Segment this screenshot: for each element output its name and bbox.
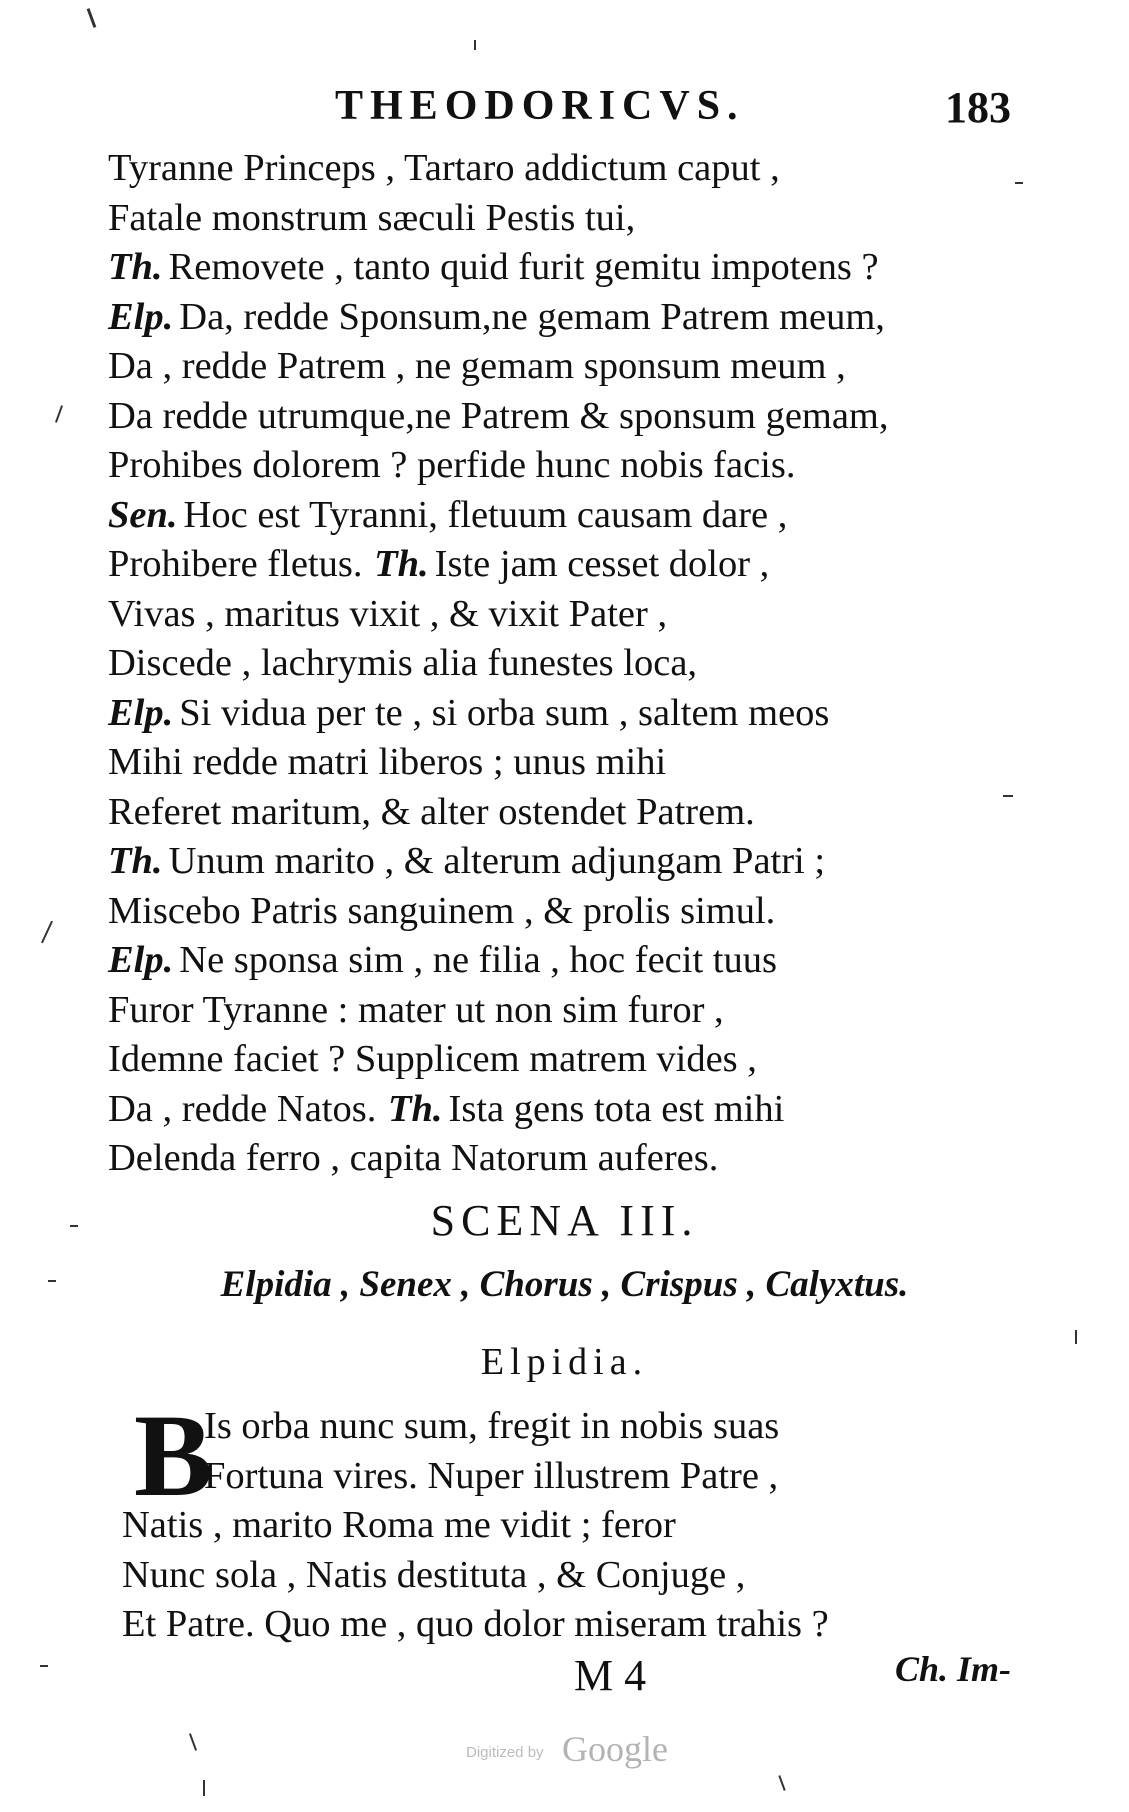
verse-text: Idemne faciet ? Supplicem matrem vides ,	[108, 1038, 757, 1080]
verse-text: Referet maritum, & alter ostendet Patrem.	[108, 790, 755, 833]
verse-line	[108, 738, 1038, 788]
verse-text: Tyranne Princeps , Tartaro addictum caput ,	[108, 147, 780, 189]
verse-line	[108, 689, 1038, 739]
verse-text: Ista gens tota est mihi	[448, 1087, 785, 1130]
verse-text: Furor Tyranne : mater ut non sim furor ,	[108, 988, 724, 1031]
scene-line: Fortuna vires. Nuper illustrem Patre ,	[204, 1454, 779, 1497]
speaker-label: Th.	[374, 543, 429, 585]
speaker-label: Elp.	[108, 295, 174, 338]
speaker-label: Sen.	[108, 493, 178, 536]
speaker-heading: Elpidia.	[480, 1341, 649, 1383]
scene-text	[122, 1390, 1042, 1650]
verse-text: Vivas , maritus vixit , & vixit Pater ,	[108, 592, 668, 635]
google-logo: Google	[562, 1729, 668, 1769]
verse-text: Removete , tanto quid furit gemitu impotens ?	[168, 246, 879, 288]
running-title: THEODORICVS.	[335, 83, 745, 129]
verse-line	[108, 194, 1038, 244]
verse-line	[108, 1035, 1038, 1085]
print-speck	[203, 1780, 205, 1796]
verse-text: Prohibes dolorem ? perfide hunc nobis facis.	[108, 444, 796, 486]
verse-text: Da , redde Natos.	[108, 1087, 377, 1130]
verse-line	[108, 986, 1038, 1036]
print-speck	[40, 1665, 48, 1667]
verse-line	[108, 936, 1038, 986]
print-speck	[70, 1225, 78, 1227]
verse-line	[108, 144, 1038, 194]
print-speck	[41, 921, 53, 944]
print-speck	[1075, 1330, 1077, 1344]
scene-line: Is orba nunc sum, fregit in nobis suas	[204, 1405, 780, 1447]
scene-line: Et Patre. Quo me , quo dolor miseram trahis ?	[122, 1603, 829, 1645]
verse-line	[108, 491, 1038, 541]
verse-text: Discede , lachrymis alia funestes loca,	[108, 642, 698, 684]
print-speck	[474, 40, 476, 50]
verse-line	[108, 293, 1038, 343]
verse-line	[108, 540, 1038, 590]
signature-mark: M 4	[574, 1651, 647, 1700]
verse-text: Fatale monstrum sæculi Pestis tui,	[108, 196, 636, 239]
page-number: 183	[945, 83, 1011, 132]
print-speck	[55, 405, 63, 423]
speaker-label: Th.	[387, 1087, 443, 1130]
dramatis-personae: Elpidia , Senex , Chorus , Crispus , Calyxtus.	[220, 1264, 909, 1305]
verse-text: Hoc est Tyranni, fletuum causam dare ,	[183, 493, 788, 536]
speaker-label: Elp.	[108, 691, 174, 734]
verse-block	[108, 144, 1038, 1184]
verse-text: Miscebo Patris sanguinem , & prolis simul.	[108, 889, 776, 932]
verse-text: Ne sponsa sim , ne filia , hoc fecit tuus	[179, 939, 777, 981]
verse-line	[108, 837, 1038, 887]
verse-text: Delenda ferro , capita Natorum auferes.	[108, 1137, 719, 1179]
verse-line	[108, 590, 1038, 640]
speaker-label: Elp.	[108, 939, 174, 981]
scene-line: Nunc sola , Natis destituta , & Conjuge ,	[122, 1553, 746, 1596]
speaker-label: Th.	[108, 246, 163, 288]
digitized-prefix: Digitized by	[466, 1744, 544, 1761]
print-speck	[87, 8, 97, 28]
print-speck	[189, 1733, 197, 1751]
catchword: Ch. Im-	[895, 1649, 1012, 1689]
verse-line	[108, 887, 1038, 937]
verse-line	[108, 342, 1038, 392]
verse-line	[108, 1134, 1038, 1184]
print-speck	[1003, 795, 1013, 797]
scene-heading: SCENA III.	[430, 1196, 699, 1245]
verse-text: Unum marito , & alterum adjungam Patri ;	[168, 840, 826, 882]
verse-text: Mihi redde matri liberos ; unus mihi	[108, 741, 667, 783]
verse-text: Iste jam cesset dolor ,	[434, 543, 770, 585]
verse-text: Si vidua per te , si orba sum , saltem meos	[179, 691, 830, 734]
verse-line	[108, 639, 1038, 689]
verse-text: Prohibere fletus.	[108, 543, 363, 585]
scene-line: Natis , marito Roma me vidit ; feror	[122, 1504, 676, 1546]
verse-line	[108, 1085, 1038, 1135]
speaker-label: Th.	[108, 840, 163, 882]
verse-text: Da, redde Sponsum,ne gemam Patrem meum,	[179, 295, 885, 338]
verse-line	[108, 788, 1038, 838]
print-speck	[48, 1280, 56, 1282]
page-header	[0, 78, 1129, 138]
verse-line	[108, 441, 1038, 491]
verse-text: Da redde utrumque,ne Patrem & sponsum gemam,	[108, 394, 889, 437]
verse-text: Da , redde Patrem , ne gemam sponsum meum ,	[108, 345, 846, 387]
print-speck	[1015, 182, 1023, 184]
digitized-watermark	[466, 1728, 706, 1774]
drop-cap: B	[134, 1390, 213, 1521]
verse-line	[108, 392, 1038, 442]
verse-line	[108, 243, 1038, 293]
print-speck	[778, 1775, 785, 1791]
